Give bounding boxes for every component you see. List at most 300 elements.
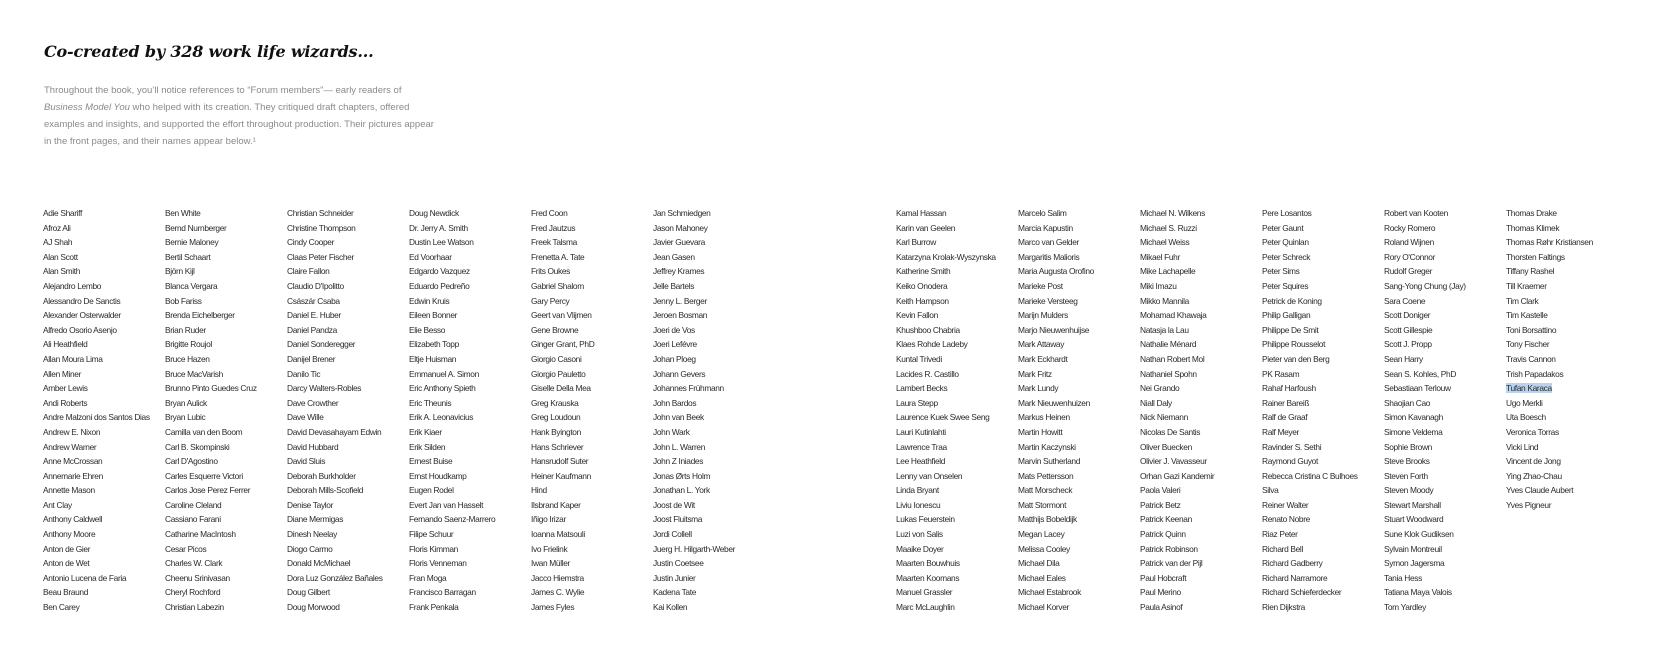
member-name: Daniel Pandza [287, 324, 337, 335]
member-name: Danilo Tic [287, 368, 321, 379]
member-name: Michael Eales [1018, 572, 1066, 583]
member-name: Blanca Vergara [165, 280, 218, 291]
member-name: John Wark [653, 426, 690, 437]
member-name: Marco van Gelder [1018, 237, 1079, 248]
intro-text-part2: who helped with its creation. They critiqued draft chapters, offered examples and insights, and supported the effort throughout production. Their pictures appear in the front pages, and their names appear below.¹ [44, 102, 434, 147]
member-name: Robert van Kooten [1384, 208, 1448, 218]
member-name: Paul Hobcraft [1140, 572, 1187, 583]
name-column [1140, 206, 1262, 615]
member-name: Filipe Schuur [409, 529, 454, 540]
member-name: Floris Kimman [409, 543, 458, 554]
member-name: Vicki Lind [1506, 441, 1539, 452]
member-name: Karl Burrow [896, 237, 936, 248]
member-name: Mark Nieuwenhuizen [1018, 397, 1090, 408]
member-name: Erik Silden [409, 441, 446, 452]
member-name: Manuel Grassler [896, 587, 953, 598]
member-name: Gary Percy [531, 295, 570, 306]
member-name: Linda Bryant [896, 485, 939, 496]
member-name: Francisco Barragan [409, 587, 476, 598]
member-name: Kamal Hassan [896, 208, 947, 218]
member-name: John Bardos [653, 397, 697, 408]
member-name: Marijn Mulders [1018, 310, 1069, 321]
name-column [165, 206, 287, 615]
name-column [43, 206, 165, 615]
member-name: Alfredo Osorio Asenjo [43, 324, 117, 335]
member-name: Jeffrey Krames [653, 266, 705, 277]
member-name: Shaojian Cao [1384, 397, 1431, 408]
member-name: Toni Borsattino [1506, 324, 1557, 335]
member-name: Paul Merino [1140, 587, 1181, 598]
member-name: Lawrence Traa [896, 441, 947, 452]
member-name: Anton de Gier [43, 543, 91, 554]
member-name: Annette Mason [43, 485, 95, 496]
member-name: Bryan Aulick [165, 397, 207, 408]
member-name: Brigitte Roujol [165, 339, 212, 350]
member-name: Jason Mahoney [653, 222, 708, 233]
member-name: Till Kraemer [1506, 280, 1547, 291]
member-name: Megan Lacey [1018, 529, 1065, 540]
member-name: Kevin Fallon [896, 310, 938, 321]
member-name: Peter Squires [1262, 280, 1309, 291]
member-name: Emmanuel A. Simon [409, 368, 479, 379]
member-name: Patrick Quinn [1140, 529, 1186, 540]
member-name: Ugo Merkli [1506, 397, 1543, 408]
member-name: Paula Asinof [1140, 602, 1183, 613]
member-name: Symon Jagersma [1384, 558, 1445, 569]
member-name: David Sluis [287, 456, 326, 467]
member-name: Mats Pettersson [1018, 470, 1074, 481]
member-name: Orhan Gazi Kandemir [1140, 470, 1215, 481]
member-name: Johannes Frühmann [653, 383, 724, 394]
member-name: Oliver Buecken [1140, 441, 1192, 452]
member-name: Yves Pigneur [1506, 499, 1552, 510]
member-name: David Devasahayam Edwin [287, 426, 382, 437]
member-name: Matt Morscheck [1018, 485, 1073, 496]
member-name: Brian Ruder [165, 324, 206, 335]
member-name: Richard Gadberry [1262, 558, 1323, 569]
member-name: Ralf de Graaf [1262, 412, 1308, 423]
member-name: Giselle Della Mea [531, 383, 591, 394]
member-name: Roland Wijnen [1384, 237, 1434, 248]
member-name: Peter Schreck [1262, 251, 1311, 262]
member-name: Deborah Mills-Scofield [287, 485, 364, 496]
member-name: Tim Kastelle [1506, 310, 1548, 321]
member-name: Jeroen Bosman [653, 310, 708, 321]
member-name: Yves Claude Aubert [1506, 485, 1574, 496]
member-name: Alessandro De Sanctis [43, 295, 121, 306]
member-name: Ed Voorhaar [409, 251, 452, 262]
member-name: Frits Oukes [531, 266, 570, 277]
member-name: Eugen Rodel [409, 485, 454, 496]
member-name: Petrick de Koning [1262, 295, 1322, 306]
member-name: Sebastiaan Terlouw [1384, 383, 1451, 394]
member-name: Sang-Yong Chung (Jay) [1384, 280, 1466, 291]
member-name: Anne McCrossan [43, 456, 103, 467]
member-name: Dave Crowther [287, 397, 339, 408]
member-name: Carl D'Agostino [165, 456, 218, 467]
member-name: Niall Daly [1140, 397, 1172, 408]
member-name: Camilla van den Boom [165, 426, 243, 437]
member-name: Mikael Fuhr [1140, 251, 1180, 262]
member-name: Kai Kollen [653, 602, 688, 613]
member-name: Laura Stepp [896, 397, 938, 408]
member-name: Cheryl Rochford [165, 587, 221, 598]
member-name: Jacco Hiemstra [531, 572, 584, 583]
member-name: Simon Kavanagh [1384, 412, 1443, 423]
member-name: Mark Attaway [1018, 339, 1065, 350]
member-name: Dustin Lee Watson [409, 237, 474, 248]
member-name: AJ Shah [43, 237, 73, 248]
member-name: Eric Anthony Spieth [409, 383, 476, 394]
member-name: Amber Lewis [43, 383, 88, 394]
member-name: Laurence Kuek Swee Seng [896, 412, 990, 423]
name-column [1506, 206, 1628, 512]
member-name: Hank Byington [531, 426, 581, 437]
member-name: Melissa Cooley [1018, 543, 1070, 554]
member-name: Hans Schriever [531, 441, 584, 452]
member-name: Ying Zhao-Chau [1506, 470, 1562, 481]
intro-paragraph [44, 82, 434, 150]
member-name: Iwan Müller [531, 558, 570, 569]
member-name: Christine Thompson [287, 222, 356, 233]
member-name: Björn Kijl [165, 266, 195, 277]
member-name: Nathan Robert Mol [1140, 353, 1205, 364]
member-name: Andrew E. Nixon [43, 426, 101, 437]
member-name: Lukas Feuerstein [896, 514, 955, 525]
member-name: Dora Luz González Bañales [287, 572, 383, 583]
member-name: Veronica Torras [1506, 426, 1559, 437]
member-name: Anthony Moore [43, 529, 96, 540]
member-name: Bob Fariss [165, 295, 202, 306]
member-name: Caroline Cleland [165, 499, 222, 510]
member-name: Nicolas De Santis [1140, 426, 1201, 437]
member-name: Iñigo Irizar [531, 514, 566, 525]
member-name: Ernest Buise [409, 456, 453, 467]
member-name: Danijel Brener [287, 353, 336, 364]
member-name: Pieter van den Berg [1262, 353, 1330, 364]
member-name: Eileen Bonner [409, 310, 458, 321]
member-name: Trish Papadakos [1506, 368, 1564, 379]
member-name: Karin van Geelen [896, 222, 956, 233]
member-name: Michael N. Wilkens [1140, 208, 1205, 218]
member-name: Ali Heathfield [43, 339, 88, 350]
member-name: Jelle Bartels [653, 280, 695, 291]
member-name: Császár Csaba [287, 295, 340, 306]
member-name: Joeri de Vos [653, 324, 695, 335]
member-name: Kuntal Trivedi [896, 353, 942, 364]
member-name: James C. Wylie [531, 587, 585, 598]
member-name: Jordi Collell [653, 529, 692, 540]
member-name: John van Beek [653, 412, 704, 423]
member-name: Marcia Kapustin [1018, 222, 1073, 233]
member-name: Philippe Rousselot [1262, 339, 1326, 350]
member-name: Mike Lachapelle [1140, 266, 1196, 277]
member-name: Richard Schieferdecker [1262, 587, 1342, 598]
member-name: Patrick Betz [1140, 499, 1181, 510]
member-name: Patrick Robinson [1140, 543, 1198, 554]
member-name: Bertil Schaart [165, 251, 211, 262]
member-name: Giorgio Casoni [531, 353, 582, 364]
member-name: Afroz Ali [43, 222, 71, 233]
member-name: Nathalie Ménard [1140, 339, 1197, 350]
member-name: Dr. Jerry A. Smith [409, 222, 468, 233]
member-name: Raymond Guyot [1262, 456, 1318, 467]
member-name: PK Rasam [1262, 368, 1300, 379]
member-name: John L. Warren [653, 441, 706, 452]
name-column [287, 206, 409, 615]
name-column [1018, 206, 1140, 615]
name-column [1262, 206, 1384, 615]
member-name: Bernie Maloney [165, 237, 219, 248]
member-name: Fran Moga [409, 572, 447, 583]
member-name: Johan Ploeg [653, 353, 696, 364]
member-name: Catharine MacIntosh [165, 529, 236, 540]
member-name: James Fyles [531, 602, 575, 613]
member-name: Fred Jautzus [531, 222, 576, 233]
member-name: Martin Kaczynski [1018, 441, 1076, 452]
member-name: Greg Krauska [531, 397, 579, 408]
member-name: Tiffany Rashel [1506, 266, 1555, 277]
member-name: Christian Schneider [287, 208, 354, 218]
member-name: Sean Harry [1384, 353, 1423, 364]
member-name: Sophie Brown [1384, 441, 1432, 452]
member-name: Matthijs Bobeldijk [1018, 514, 1077, 525]
member-name: Elizabeth Topp [409, 339, 459, 350]
member-name: Martin Howitt [1018, 426, 1063, 437]
member-name: Alan Smith [43, 266, 80, 277]
member-name: Marc McLaughlin [896, 602, 955, 613]
member-name: Ravinder S. Sethi [1262, 441, 1322, 452]
member-name: Frank Penkala [409, 602, 459, 613]
member-name: Katherine Smith [896, 266, 951, 277]
member-name: Thomas Klimek [1506, 222, 1560, 233]
member-name: Deborah Burkholder [287, 470, 356, 481]
member-name: Javier Guevara [653, 237, 705, 248]
member-name: Rocky Romero [1384, 222, 1436, 233]
member-name: Gene Browne [531, 324, 579, 335]
member-name: Beau Braund [43, 587, 89, 598]
member-name: Michael Korver [1018, 602, 1069, 613]
member-name: Olivier J. Vavasseur [1140, 456, 1207, 467]
member-name: Daniel E. Huber [287, 310, 341, 321]
member-name: Michael Estabrook [1018, 587, 1081, 598]
member-name: Carlos Jose Perez Ferrer [165, 485, 251, 496]
member-name: Rudolf Greger [1384, 266, 1433, 277]
member-name: Sune Klok Gudiksen [1384, 529, 1454, 540]
name-column [1384, 206, 1506, 615]
member-name: Stewart Marshall [1384, 499, 1441, 510]
member-name: Claas Peter Fischer [287, 251, 354, 262]
member-name: Hansrudolf Suter [531, 456, 589, 467]
member-name: Jean Gasen [653, 251, 695, 262]
member-name: David Hubbard [287, 441, 339, 452]
member-name: Cassiano Farani [165, 514, 221, 525]
member-name: Travis Cannon [1506, 353, 1556, 364]
member-name: Johann Gevers [653, 368, 706, 379]
member-name: Andi Roberts [43, 397, 88, 408]
member-name: Margaritis Malioris [1018, 251, 1080, 262]
member-name: Greg Loudoun [531, 412, 581, 423]
member-name: Steven Moody [1384, 485, 1434, 496]
member-name: Rebecca Cristina C Bulhoes [1262, 470, 1358, 481]
member-name: Heiner Kaufmann [531, 470, 591, 481]
member-name: Peter Sims [1262, 266, 1300, 277]
member-name: Liviu Ionescu [896, 499, 941, 510]
member-name: Anthony Caldwell [43, 514, 103, 525]
member-name: Reiner Walter [1262, 499, 1309, 510]
member-name: Mark Lundy [1018, 383, 1059, 394]
member-name: Lambert Becks [896, 383, 948, 394]
member-name: Daniel Sonderegger [287, 339, 356, 350]
member-name: Cindy Cooper [287, 237, 335, 248]
member-name: Geert van Vlijmen [531, 310, 592, 321]
member-name: Donald McMichael [287, 558, 351, 569]
member-name: Denise Taylor [287, 499, 334, 510]
member-name: Miki Imazu [1140, 280, 1177, 291]
member-name: Pere Losantos [1262, 208, 1312, 218]
member-name: Marjo Nieuwenhuijse [1018, 324, 1090, 335]
member-name: Claire Fallon [287, 266, 330, 277]
member-name: Tatiana Maya Valois [1384, 587, 1452, 598]
member-name: Brunno Pinto Guedes Cruz [165, 383, 257, 394]
member-name: Rahaf Harfoush [1262, 383, 1316, 394]
member-name: Justin Coetsee [653, 558, 704, 569]
member-name: Allen Miner [43, 368, 82, 379]
member-name: Alexander Osterwalder [43, 310, 121, 321]
member-name: Edgardo Vazquez [409, 266, 470, 277]
name-column [896, 206, 1018, 615]
member-name: Andrew Warner [43, 441, 97, 452]
member-name: John Z Iniades [653, 456, 704, 467]
member-name: Anton de Wet [43, 558, 90, 569]
member-name: Erik A. Leonavicius [409, 412, 474, 423]
member-name: Sara Coene [1384, 295, 1426, 306]
member-name: Floris Venneman [409, 558, 467, 569]
member-name: Paola Valeri [1140, 485, 1181, 496]
member-name: Michael S. Ruzzi [1140, 222, 1197, 233]
member-name: Bruce Hazen [165, 353, 210, 364]
member-name: Patrick van der Pijl [1140, 558, 1203, 569]
member-name: Evert Jan van Hasselt [409, 499, 484, 510]
member-name: Uta Boesch [1506, 412, 1546, 423]
member-name: Erik Kiaer [409, 426, 442, 437]
member-name: Bryan Lubic [165, 412, 206, 423]
member-name: Ernst Houdkamp [409, 470, 467, 481]
member-name: Maaike Doyer [896, 543, 944, 554]
member-name: Marieke Post [1018, 280, 1063, 291]
member-name: Nei Grando [1140, 383, 1180, 394]
member-name: Sylvain Montreuil [1384, 543, 1442, 554]
member-name: Doug Newdick [409, 208, 459, 218]
member-name: Brenda Eichelberger [165, 310, 235, 321]
member-name: Doug Gilbert [287, 587, 330, 598]
member-name: Mark Eckhardt [1018, 353, 1068, 364]
member-name: Riaz Peter [1262, 529, 1298, 540]
member-name: Ben White [165, 208, 201, 218]
member-name: Alan Scott [43, 251, 78, 262]
member-name: Klaes Rohde Ladeby [896, 339, 968, 350]
member-name: Cesar Picos [165, 543, 207, 554]
member-name: Dave Wille [287, 412, 324, 423]
member-name: Michael Weiss [1140, 237, 1190, 248]
member-name: Tania Hess [1384, 572, 1422, 583]
member-name: Lee Heathfield [896, 456, 946, 467]
member-name: Tufan Karaca [1506, 383, 1552, 394]
member-name: Jonathan L. York [653, 485, 710, 496]
member-name: Andre Malzoni dos Santos Dias [43, 412, 150, 423]
member-name: Ant Clay [43, 499, 72, 510]
member-name: Freek Talsma [531, 237, 577, 248]
member-name: Nathaniel Spohn [1140, 368, 1197, 379]
member-name: Steven Forth [1384, 470, 1428, 481]
name-column [653, 206, 775, 615]
member-name: Elie Besso [409, 324, 446, 335]
member-name: Joeri Lefévre [653, 339, 697, 350]
member-name: Diogo Carmo [287, 543, 333, 554]
member-name: Annemarie Ehren [43, 470, 103, 481]
member-name: Claudio D'Ipolitto [287, 280, 344, 291]
member-name: Lenny van Onselen [896, 470, 963, 481]
name-column [531, 206, 653, 615]
member-name: Gabriel Shalom [531, 280, 584, 291]
member-name: Bernd Nurnberger [165, 222, 227, 233]
member-name: Rainer Bareiß [1262, 397, 1310, 408]
member-name: Scott Doniger [1384, 310, 1431, 321]
member-name: Patrick Keenan [1140, 514, 1192, 525]
member-name: Mohamad Khawaja [1140, 310, 1207, 321]
member-name: Marieke Versteeg [1018, 295, 1078, 306]
member-name: Justin Junier [653, 572, 696, 583]
member-name: Ilsbrand Kaper [531, 499, 581, 510]
member-name: Maria Augusta Orofino [1018, 266, 1094, 277]
member-name: Diane Mermigas [287, 514, 344, 525]
member-name: Michael Dila [1018, 558, 1060, 569]
member-name: Giorgio Pauletto [531, 368, 586, 379]
member-name: Thomas Røhr Kristiansen [1506, 237, 1593, 248]
member-name: Juerg H. Hilgarth-Weber [653, 543, 736, 554]
member-name: Tom Yardley [1384, 602, 1426, 613]
page-heading: Co-created by 328 work life wizards... [44, 42, 374, 61]
member-name: Carl B. Skompinski [165, 441, 230, 452]
member-name: Charles W. Clark [165, 558, 223, 569]
member-name: Allan Moura Lima [43, 353, 103, 364]
member-name: Silva [1262, 485, 1279, 496]
member-name: Markus Heinen [1018, 412, 1070, 423]
member-name: Ben Carey [43, 602, 80, 613]
member-name: Lauri Kutinlahti [896, 426, 946, 437]
member-name: Tony Fischer [1506, 339, 1550, 350]
member-name: Richard Narramore [1262, 572, 1328, 583]
member-name: Mikko Mannila [1140, 295, 1189, 306]
member-name: Matt Stormont [1018, 499, 1067, 510]
member-name: Philip Galligan [1262, 310, 1311, 321]
member-name: Peter Gaunt [1262, 222, 1304, 233]
member-name: Cheenu Srinivasan [165, 572, 230, 583]
member-name: Jenny L. Berger [653, 295, 707, 306]
member-name: Natasja la Lau [1140, 324, 1189, 335]
member-name: Scott Gillespie [1384, 324, 1433, 335]
member-name: Kadena Tate [653, 587, 697, 598]
member-name: Rien Dijkstra [1262, 602, 1305, 613]
member-name: Keiko Onodera [896, 280, 948, 291]
member-name: Fred Coon [531, 208, 568, 218]
member-name: Fernando Saenz-Marrero [409, 514, 496, 525]
member-name: Ginger Grant, PhD [531, 339, 595, 350]
member-name: Alejandro Lembo [43, 280, 102, 291]
member-name: Tim Clark [1506, 295, 1539, 306]
member-name: Thorsten Faltings [1506, 251, 1565, 262]
member-name: Eduardo Pedreño [409, 280, 470, 291]
